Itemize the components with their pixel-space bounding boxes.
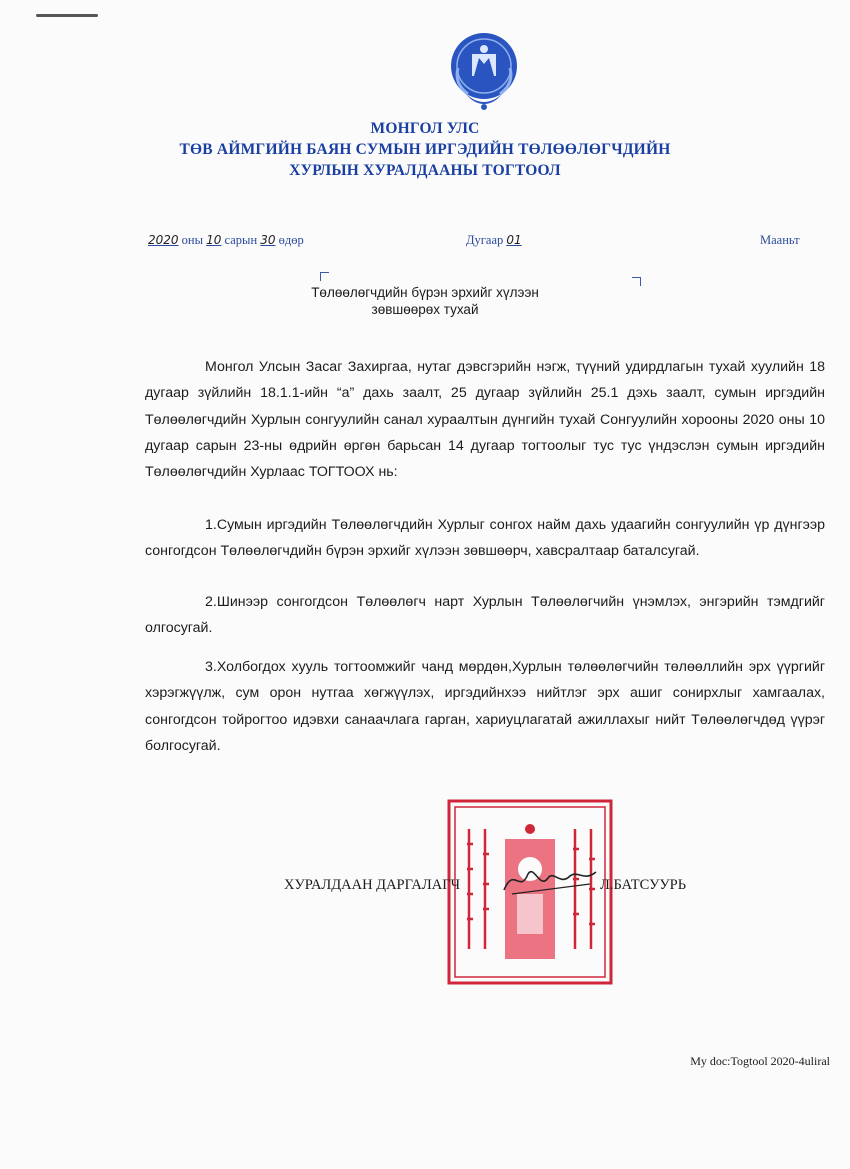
body-preamble [145,354,825,485]
date-year-label: оны [181,233,204,247]
resolution-header [0,118,850,181]
signer-title: ХУРАЛДААН ДАРГАЛАГЧ [284,877,460,893]
number-label: Дугаар [466,233,504,247]
document-number [466,233,522,248]
item-2-text: 2.Шинээр сонгогдсон Төлөөлөгч нарт Хурлын Төлөөлөгчийн үнэмлэх, энгэрийн тэмдгийг олгосугай. [145,594,825,637]
document-reference: My doc:Togtool 2020-4uliral [690,1054,830,1068]
header-country: МОНГОЛ УЛС [370,120,480,137]
number-value: 01 [506,233,522,247]
subject-line-2: зөвшөөрөх тухай [371,302,479,317]
resolution-item-1 [145,512,825,565]
date-year: 2020 [148,233,179,247]
state-emblem-icon [444,28,524,112]
item-1-text: 1.Сумын иргэдийн Төлөөлөгчдийн Хурлыг сонгох найм дахь удаагийн сонгуулийн үр дүнгээр сонгогдсон Төлөөлөгчдийн бүрэн эрхийг хүлээн зөвшөөрч, хавсралтаар баталсугай. [145,517,825,560]
item-3-text: 3.Холбогдох хууль тогтоомжийг чанд мөрдөн,Хурлын төлөөлөгчийн төлөөллийн эрх үүргийг хэрэгжүүлж, сум орон нутгаа хөгжүүлэх, иргэдийнхээ нийтлэг эрх ашиг сонирхлыг хамгаалах, сонгогдсон тойрогтоо идэвхи санаачлага гарган, хариуцлагатай ажиллахыг нийт Төлөөлөгчдөд үүрэг болгосугай. [145,659,825,754]
corner-bracket-left [320,272,329,281]
resolution-item-2 [145,589,825,642]
header-organization: ТӨВ АЙМГИЙН БАЯН СУМЫН ИРГЭДИЙН ТӨЛӨӨЛӨГЧДИЙН [179,141,671,158]
handwritten-signature [500,860,600,900]
date-month: 10 [206,233,222,247]
preamble-text: Монгол Улсын Засаг Захиргаа, нутаг дэвсгэрийн нэгж, түүний удирдлагын тухай хуулийн 18 дугаар зүйлийн 18.1.1-ийн “а” дахь заалт, 25 дугаар зүйлийн 25.1 дэхь заалт, сумын иргэдийн Төлөөлөгчдийн Хурлын сонгуулийн санал хураалтын дүнгийн тухай Сонгуулийн хорооны 2020 оны 10 дугаар сарын 23-ны өдрийн өргөн барьсан 14 дугаар тогтоолыг тус тус үндэслэн сумын иргэдийн Төлөөлөгчдийн Хурлаас ТОГТООХ нь: [145,359,825,481]
date-month-label: сарын [224,233,258,247]
document-date [148,233,304,248]
signer-name: Л.БАТСУУРЬ [600,877,687,893]
date-day: 30 [260,233,276,247]
subject-line-1: Төлөөлөгчдийн бүрэн эрхийг хүлээн [311,285,539,300]
resolution-item-3 [145,654,825,759]
date-day-label: өдөр [278,233,304,247]
scan-mark [36,14,98,17]
document-place: Мааньт [760,233,800,247]
header-document-type: ХУРЛЫН ХУРАЛДААНЫ ТОГТООЛ [289,162,561,179]
document-subject [0,284,850,318]
